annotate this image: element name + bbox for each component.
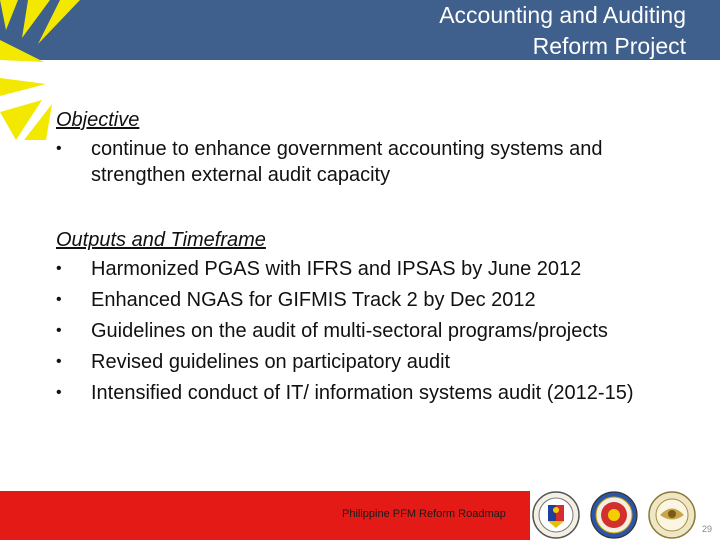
bullet-icon: • <box>56 291 62 308</box>
output-item <box>56 287 676 313</box>
bullet-icon: • <box>56 322 62 339</box>
title-line-1: Accounting and Auditing <box>439 2 686 28</box>
agency-seal-icon <box>588 490 640 540</box>
output-text: Guidelines on the audit of multi-sectoral programs/projects <box>91 320 608 342</box>
government-seal-icon <box>530 490 582 540</box>
title-line-2: Reform Project <box>532 33 686 59</box>
commission-seal-icon <box>646 490 698 540</box>
objective-heading: Objective <box>56 109 140 131</box>
output-item <box>56 349 676 375</box>
slide-body <box>56 107 676 406</box>
slide-title <box>266 0 686 62</box>
output-item <box>56 380 676 406</box>
objective-item <box>56 136 676 188</box>
output-text: Revised guidelines on participatory audit <box>91 351 451 373</box>
output-item <box>56 318 676 344</box>
output-item <box>56 256 676 282</box>
bullet-icon: • <box>56 384 62 401</box>
bullet-icon: • <box>56 260 62 277</box>
bullet-icon: • <box>56 140 62 157</box>
footer-label: Philippine PFM Reform Roadmap <box>342 508 506 520</box>
output-text: Harmonized PGAS with IFRS and IPSAS by June 2012 <box>91 258 582 280</box>
outputs-heading: Outputs and Timeframe <box>56 229 266 251</box>
page-number: 29 <box>701 524 712 534</box>
bullet-icon: • <box>56 353 62 370</box>
objective-text: continue to enhance government accounting systems and strengthen external audit capacity <box>91 138 603 186</box>
output-text: Intensified conduct of IT/ information systems audit (2012-15) <box>91 382 634 404</box>
section-spacer <box>56 188 676 227</box>
output-text: Enhanced NGAS for GIFMIS Track 2 by Dec 2012 <box>91 289 536 311</box>
